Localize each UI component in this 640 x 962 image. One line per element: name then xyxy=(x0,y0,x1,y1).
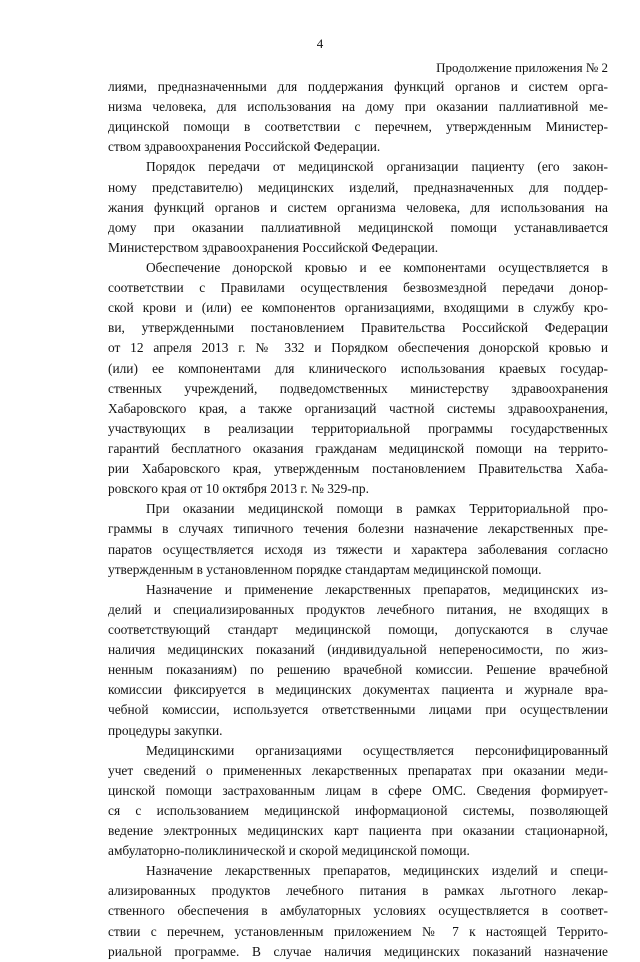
text-line: Порядок передачи от медицинской организации пациенту (его закон- xyxy=(146,159,608,175)
text-line: ному представителю) медицинских изделий, предназначенных для поддер- xyxy=(108,179,608,195)
text-line: ви, утвержденными постановлением Правительства Российской Федерации xyxy=(108,320,608,336)
text-line: ся с использованием медицинской информационой системы, позволяющей xyxy=(108,802,608,818)
text-line: соответствии с Правилами осуществления безвозмездной передачи донор- xyxy=(108,280,608,296)
text-line: Министерством здравоохранения Российской Федерации. xyxy=(108,239,439,255)
text-line: наличия медицинских показаний (индивидуальной непереносимости, по жиз- xyxy=(108,642,608,658)
text-line: амбулаторно-поликлинической и скорой медицинской помощи. xyxy=(108,843,470,859)
text-line: от 12 апреля 2013 г. № 332 и Порядком обеспечения донорской кровью и xyxy=(108,340,608,356)
text-line: ской крови и (или) ее компонентов организациями, входящими в службу кро- xyxy=(108,300,608,316)
text-line: ведение электронных медицинских карт пациента при оказании стационарной, xyxy=(108,823,608,839)
text-line: ственного обеспечения в амбулаторных условиях осуществляется в соответ- xyxy=(108,903,608,919)
text-line: низма человека, для использования на дому при оказании паллиативной ме- xyxy=(108,99,608,115)
text-line: гарантий бесплатного оказания гражданам медицинской помощи на террито- xyxy=(108,440,608,456)
text-line: рии Хабаровского края, утвержденным постановлением Правительства Хаба- xyxy=(108,461,608,477)
text-line: соответствующий стандарт медицинской помощи, допускаются в случае xyxy=(108,621,608,637)
text-line: паратов осуществляется исходя из тяжести и характера заболевания согласно xyxy=(108,541,608,557)
text-line: жания функций органов и систем организма человека, для использования на xyxy=(108,199,608,215)
text-line: ством здравоохранения Российской Федерации. xyxy=(108,139,381,155)
text-line: риальной программе. В случае наличия медицинских показаний назначение xyxy=(108,943,608,959)
page-number: 4 xyxy=(316,36,324,51)
text-line: ственных учреждений, подведомственных министерству здравоохранения xyxy=(108,380,608,396)
text-line: утвержденным в установленном порядке стандартам медицинской помощи. xyxy=(108,561,542,577)
text-line: (или) ее компонентами для клинического использования краевых государ- xyxy=(108,360,608,376)
text-line: Назначение и применение лекарственных препаратов, медицинских из- xyxy=(146,581,608,597)
text-line: делий и специализированных продуктов лечебного питания, не входящих в xyxy=(108,601,608,617)
text-line: чебной комиссии, используется ответственными лицами при осуществлении xyxy=(108,702,608,718)
text-line: лиями, предназначенными для поддержания функций органов и систем орга- xyxy=(108,79,608,94)
text-line: ровского края от 10 октября 2013 г. № 329-пр. xyxy=(108,481,369,497)
text-line: участвующих в реализации территориальной программы государственных xyxy=(108,420,608,436)
document-body xyxy=(108,77,608,962)
text-line: Назначение лекарственных препаратов, медицинских изделий и специ- xyxy=(146,863,608,879)
text-line: При оказании медицинской помощи в рамках Территориальной про- xyxy=(146,501,608,517)
text-line: ализированных продуктов лечебного питания в рамках льготного лекар- xyxy=(108,883,608,899)
text-line: процедуры закупки. xyxy=(108,722,223,738)
text-line: ненным показаниям) по решению врачебной комиссии. Решение врачебной xyxy=(108,662,608,678)
text-line: Хабаровского края, а также организаций частной системы здравоохранения, xyxy=(108,400,608,416)
appendix-continuation-label: Продолжение приложения № 2 xyxy=(436,60,608,75)
text-line: Медицинскими организациями осуществляется персонифицированный xyxy=(146,742,608,758)
text-line: Обеспечение донорской кровью и ее компонентами осуществляется в xyxy=(146,259,608,275)
text-line: учет сведений о примененных лекарственных препаратах при оказании меди- xyxy=(108,762,608,778)
text-line: комиссии фиксируется в медицинских документах пациента и журнале вра- xyxy=(108,682,608,698)
text-line: дицинской помощи в соответствии с перечнем, утвержденным Министер- xyxy=(108,119,608,135)
text-line: ствии с перечнем, установленным приложением № 7 к настоящей Террито- xyxy=(108,923,608,939)
text-line: граммы в случаях типичного течения болезни назначение лекарственных пре- xyxy=(108,521,608,537)
text-line: цинской помощи застрахованным лицам в сфере ОМС. Сведения формирует- xyxy=(108,782,608,798)
text-line: дому при оказании паллиативной медицинской помощи устанавливается xyxy=(108,219,608,235)
